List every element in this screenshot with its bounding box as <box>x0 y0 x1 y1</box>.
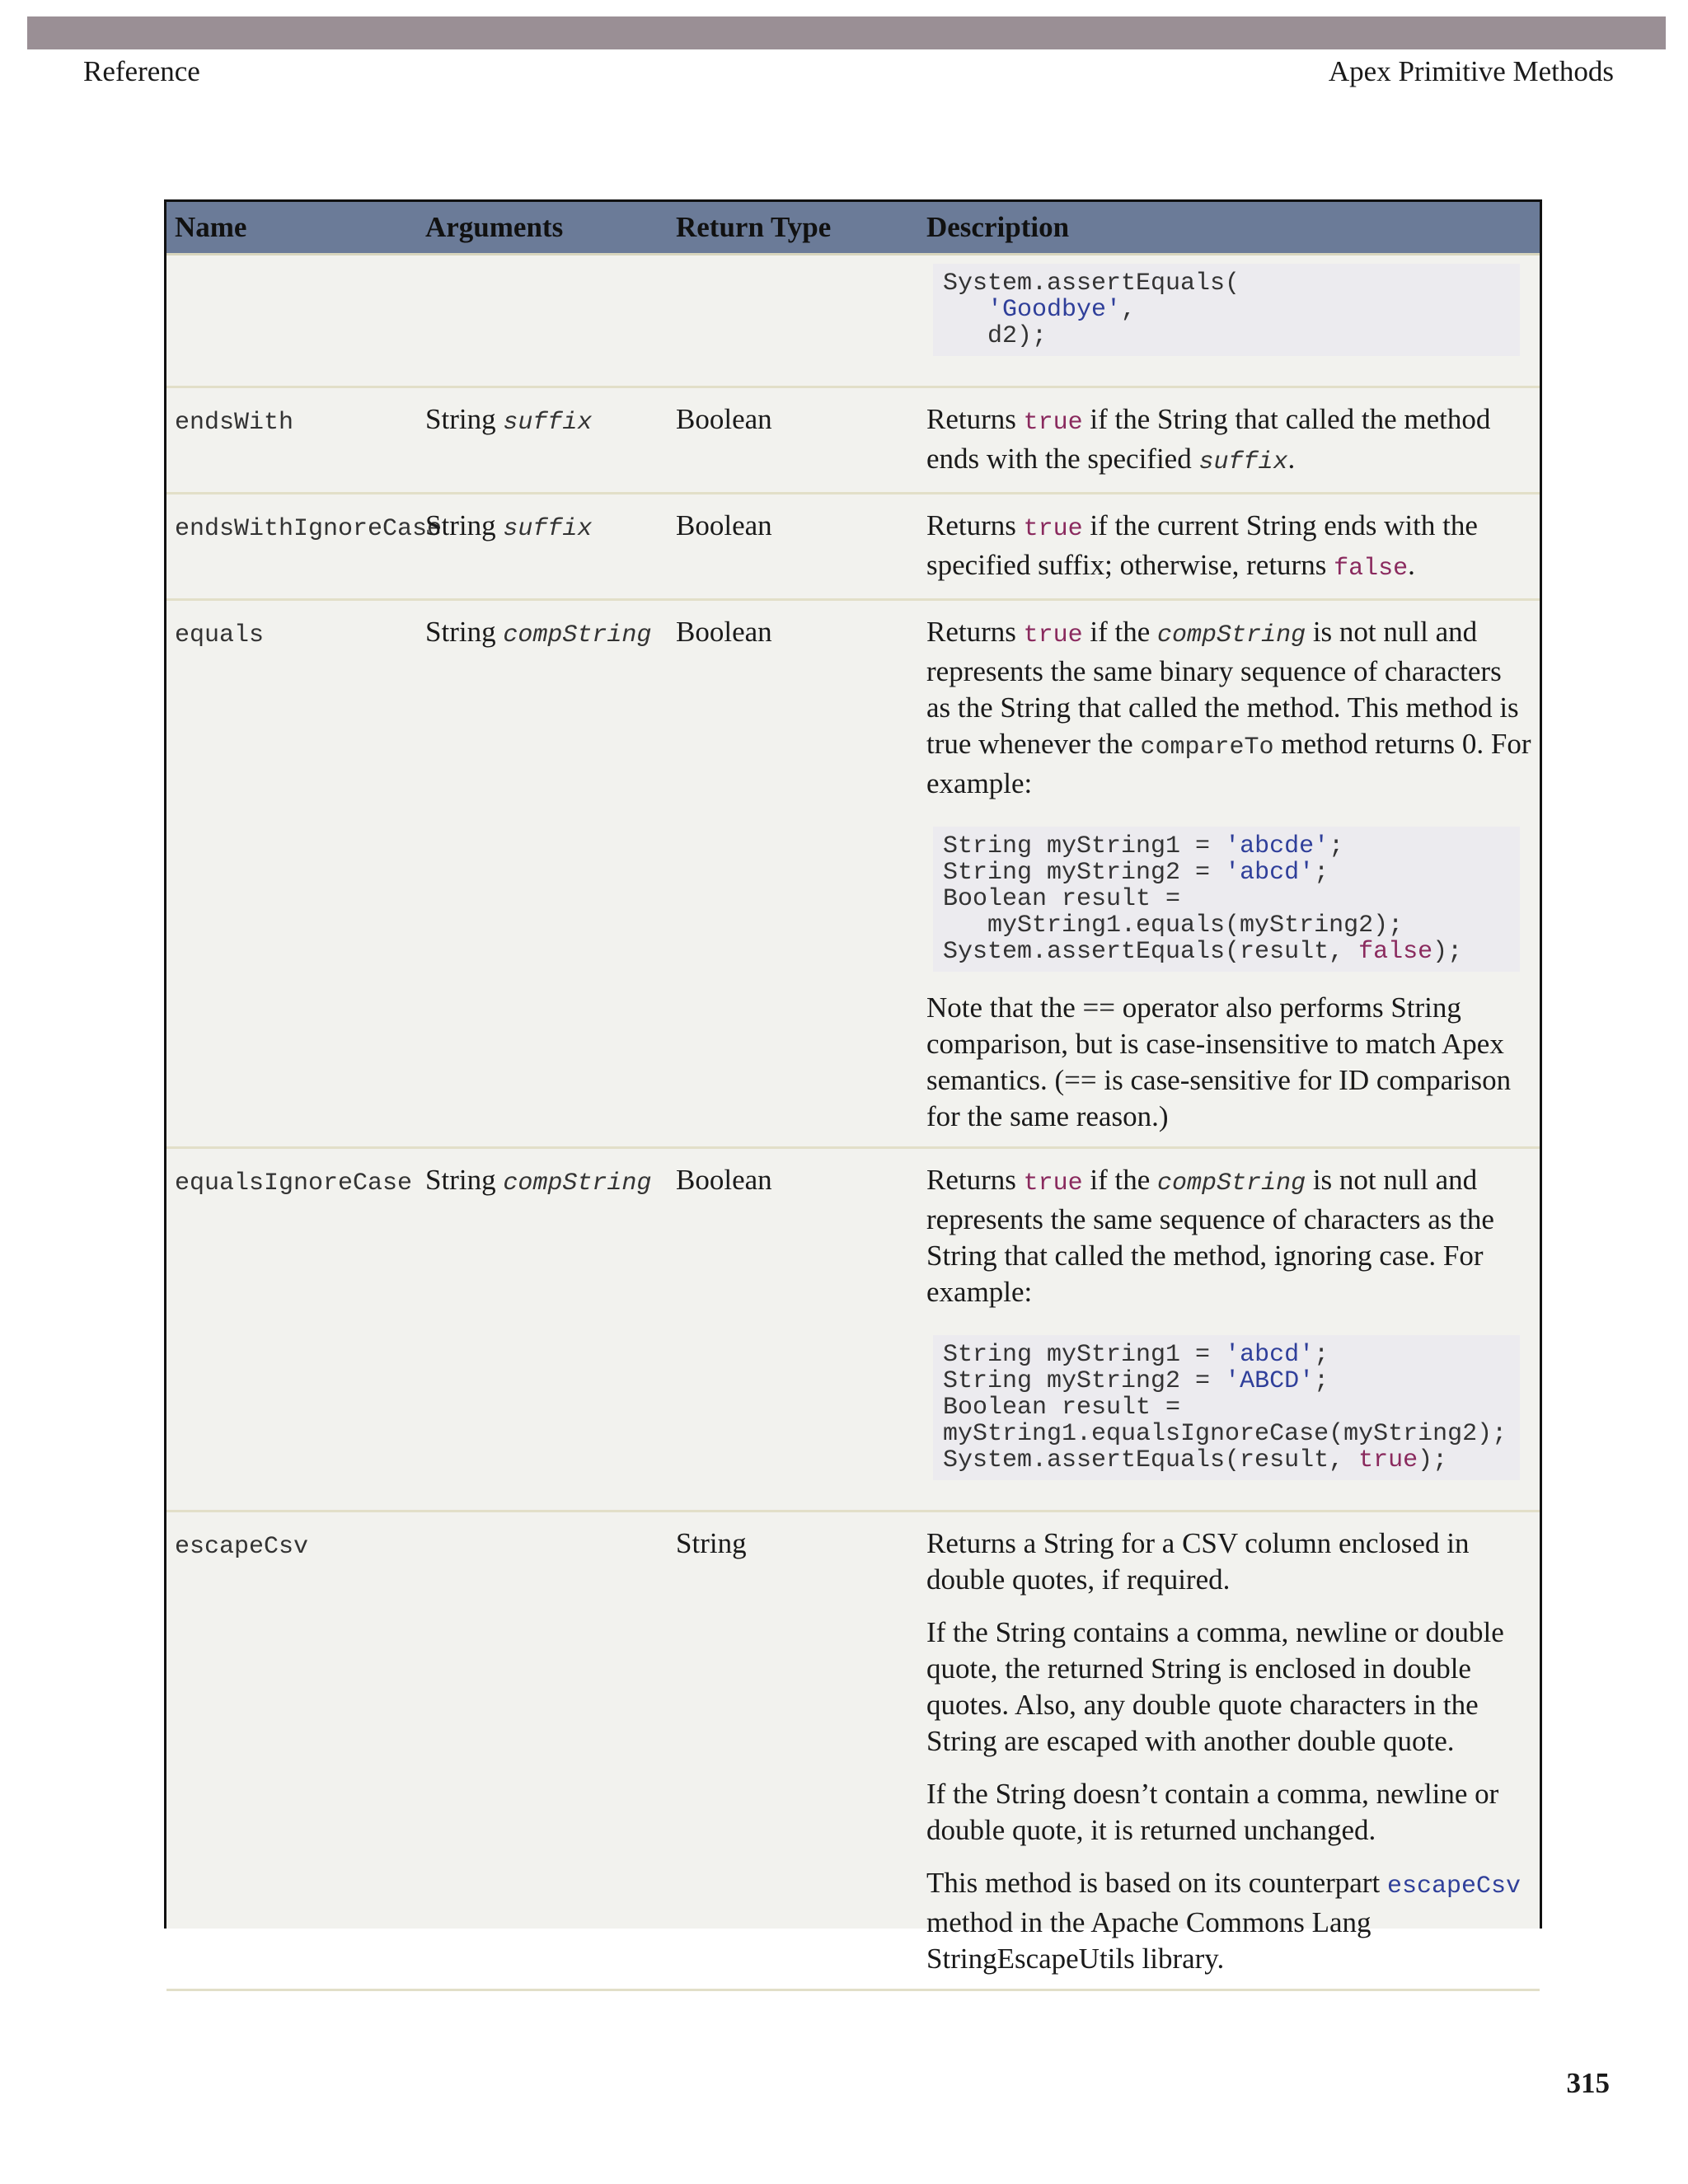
running-header-right: Apex Primitive Methods <box>1328 55 1614 87</box>
table-row-equals: equals String compString Boolean Returns true if the compString is not null and represents the same binary sequence of characters as the String that called the method. This method is true whenever the compareTo method returns 0. For example: String myString1 = 'abcde'; String myString2 = 'abcd'; Boolean result = myString1.equals(myString2); System.assertEquals(result, false); Note that the == operator also performs String comparison, but is case-insensitive to match Apex semantics. (== is case-sensitive for ID comparison for the same reason.) <box>166 600 1540 1148</box>
table-row-continued <box>166 255 1540 387</box>
return-type: String <box>668 1511 918 1990</box>
column-header-return-type: Return Type <box>668 202 918 255</box>
running-header-left: Reference <box>83 55 200 87</box>
method-description: Returns a String for a CSV column enclosed in double quotes, if required. If the String contains a comma, newline or double quote, the returned String is enclosed in double quotes. Also, any double quote characters in the String are escaped with another double quote. If the String doesn’t contain a comma, newline or double quote, it is returned unchanged. This method is based on its counterpart escapeCsv method in the Apache Commons Lang StringEscapeUtils library. <box>918 1511 1540 1990</box>
return-type: Boolean <box>668 600 918 1148</box>
method-name: endsWith <box>175 409 294 437</box>
return-type: Boolean <box>668 387 918 494</box>
table-row-endsWithIgnoreCase: endsWithIgnoreCase String suffix Boolean Returns true if the current String ends with the specified suffix; otherwise, returns false. <box>166 494 1540 600</box>
methods-table <box>164 199 1542 1975</box>
method-name: equals <box>175 621 265 649</box>
method-description: Returns true if the compString is not null and represents the same binary sequence of characters as the String that called the method. This method is true whenever the compareTo method returns 0. For example: String myString1 = 'abcde'; String myString2 = 'abcd'; Boolean result = myString1.equals(myString2); System.assertEquals(result, false); Note that the == operator also performs String comparison, but is case-insensitive to match Apex semantics. (== is case-sensitive for ID comparison for the same reason.) <box>918 600 1540 1148</box>
table-row-endsWith: endsWith String suffix Boolean Returns true if the String that called the method ends with the specified suffix. <box>166 387 1540 494</box>
code-example-equalsIgnoreCase: String myString1 = 'abcd'; String myString2 = 'ABCD'; Boolean result = myString1.equalsIgnoreCase(myString2); System.assertEquals(result, true); <box>933 1335 1520 1480</box>
code-block-continued: System.assertEquals( 'Goodbye', d2); <box>933 264 1520 356</box>
table-row-equalsIgnoreCase: equalsIgnoreCase String compString Boolean Returns true if the compString is not null and represents the same sequence of characters as the String that called the method, ignoring case. For example: String myString1 = 'abcd'; String myString2 = 'ABCD'; Boolean result = myString1.equalsIgnoreCase(myString2); System.assertEquals(result, true); <box>166 1148 1540 1511</box>
method-description: Returns true if the compString is not null and represents the same sequence of characters as the String that called the method, ignoring case. For example: String myString1 = 'abcd'; String myString2 = 'ABCD'; Boolean result = myString1.equalsIgnoreCase(myString2); System.assertEquals(result, true); <box>918 1148 1540 1511</box>
return-type: Boolean <box>668 494 918 600</box>
method-name: escapeCsv <box>175 1533 309 1561</box>
column-header-description: Description <box>918 202 1540 255</box>
method-name: equalsIgnoreCase <box>175 1169 413 1197</box>
escapeCsv-link[interactable]: escapeCsv <box>1386 1872 1521 1900</box>
table-header-row <box>166 202 1540 255</box>
method-description: Returns true if the String that called the method ends with the specified suffix. <box>918 387 1540 494</box>
header-bar <box>27 16 1666 49</box>
return-type: Boolean <box>668 1148 918 1511</box>
code-example-equals: String myString1 = 'abcde'; String myString2 = 'abcd'; Boolean result = myString1.equals(myString2); System.assertEquals(result, false); <box>933 827 1520 972</box>
table-row-escapeCsv <box>166 1511 1540 1990</box>
method-description: Returns true if the current String ends with the specified suffix; otherwise, returns false. <box>918 494 1540 600</box>
column-header-name: Name <box>166 202 417 255</box>
page-number: 315 <box>1566 2067 1610 2099</box>
column-header-arguments: Arguments <box>417 202 668 255</box>
method-name: endsWithIgnoreCase <box>175 515 443 543</box>
